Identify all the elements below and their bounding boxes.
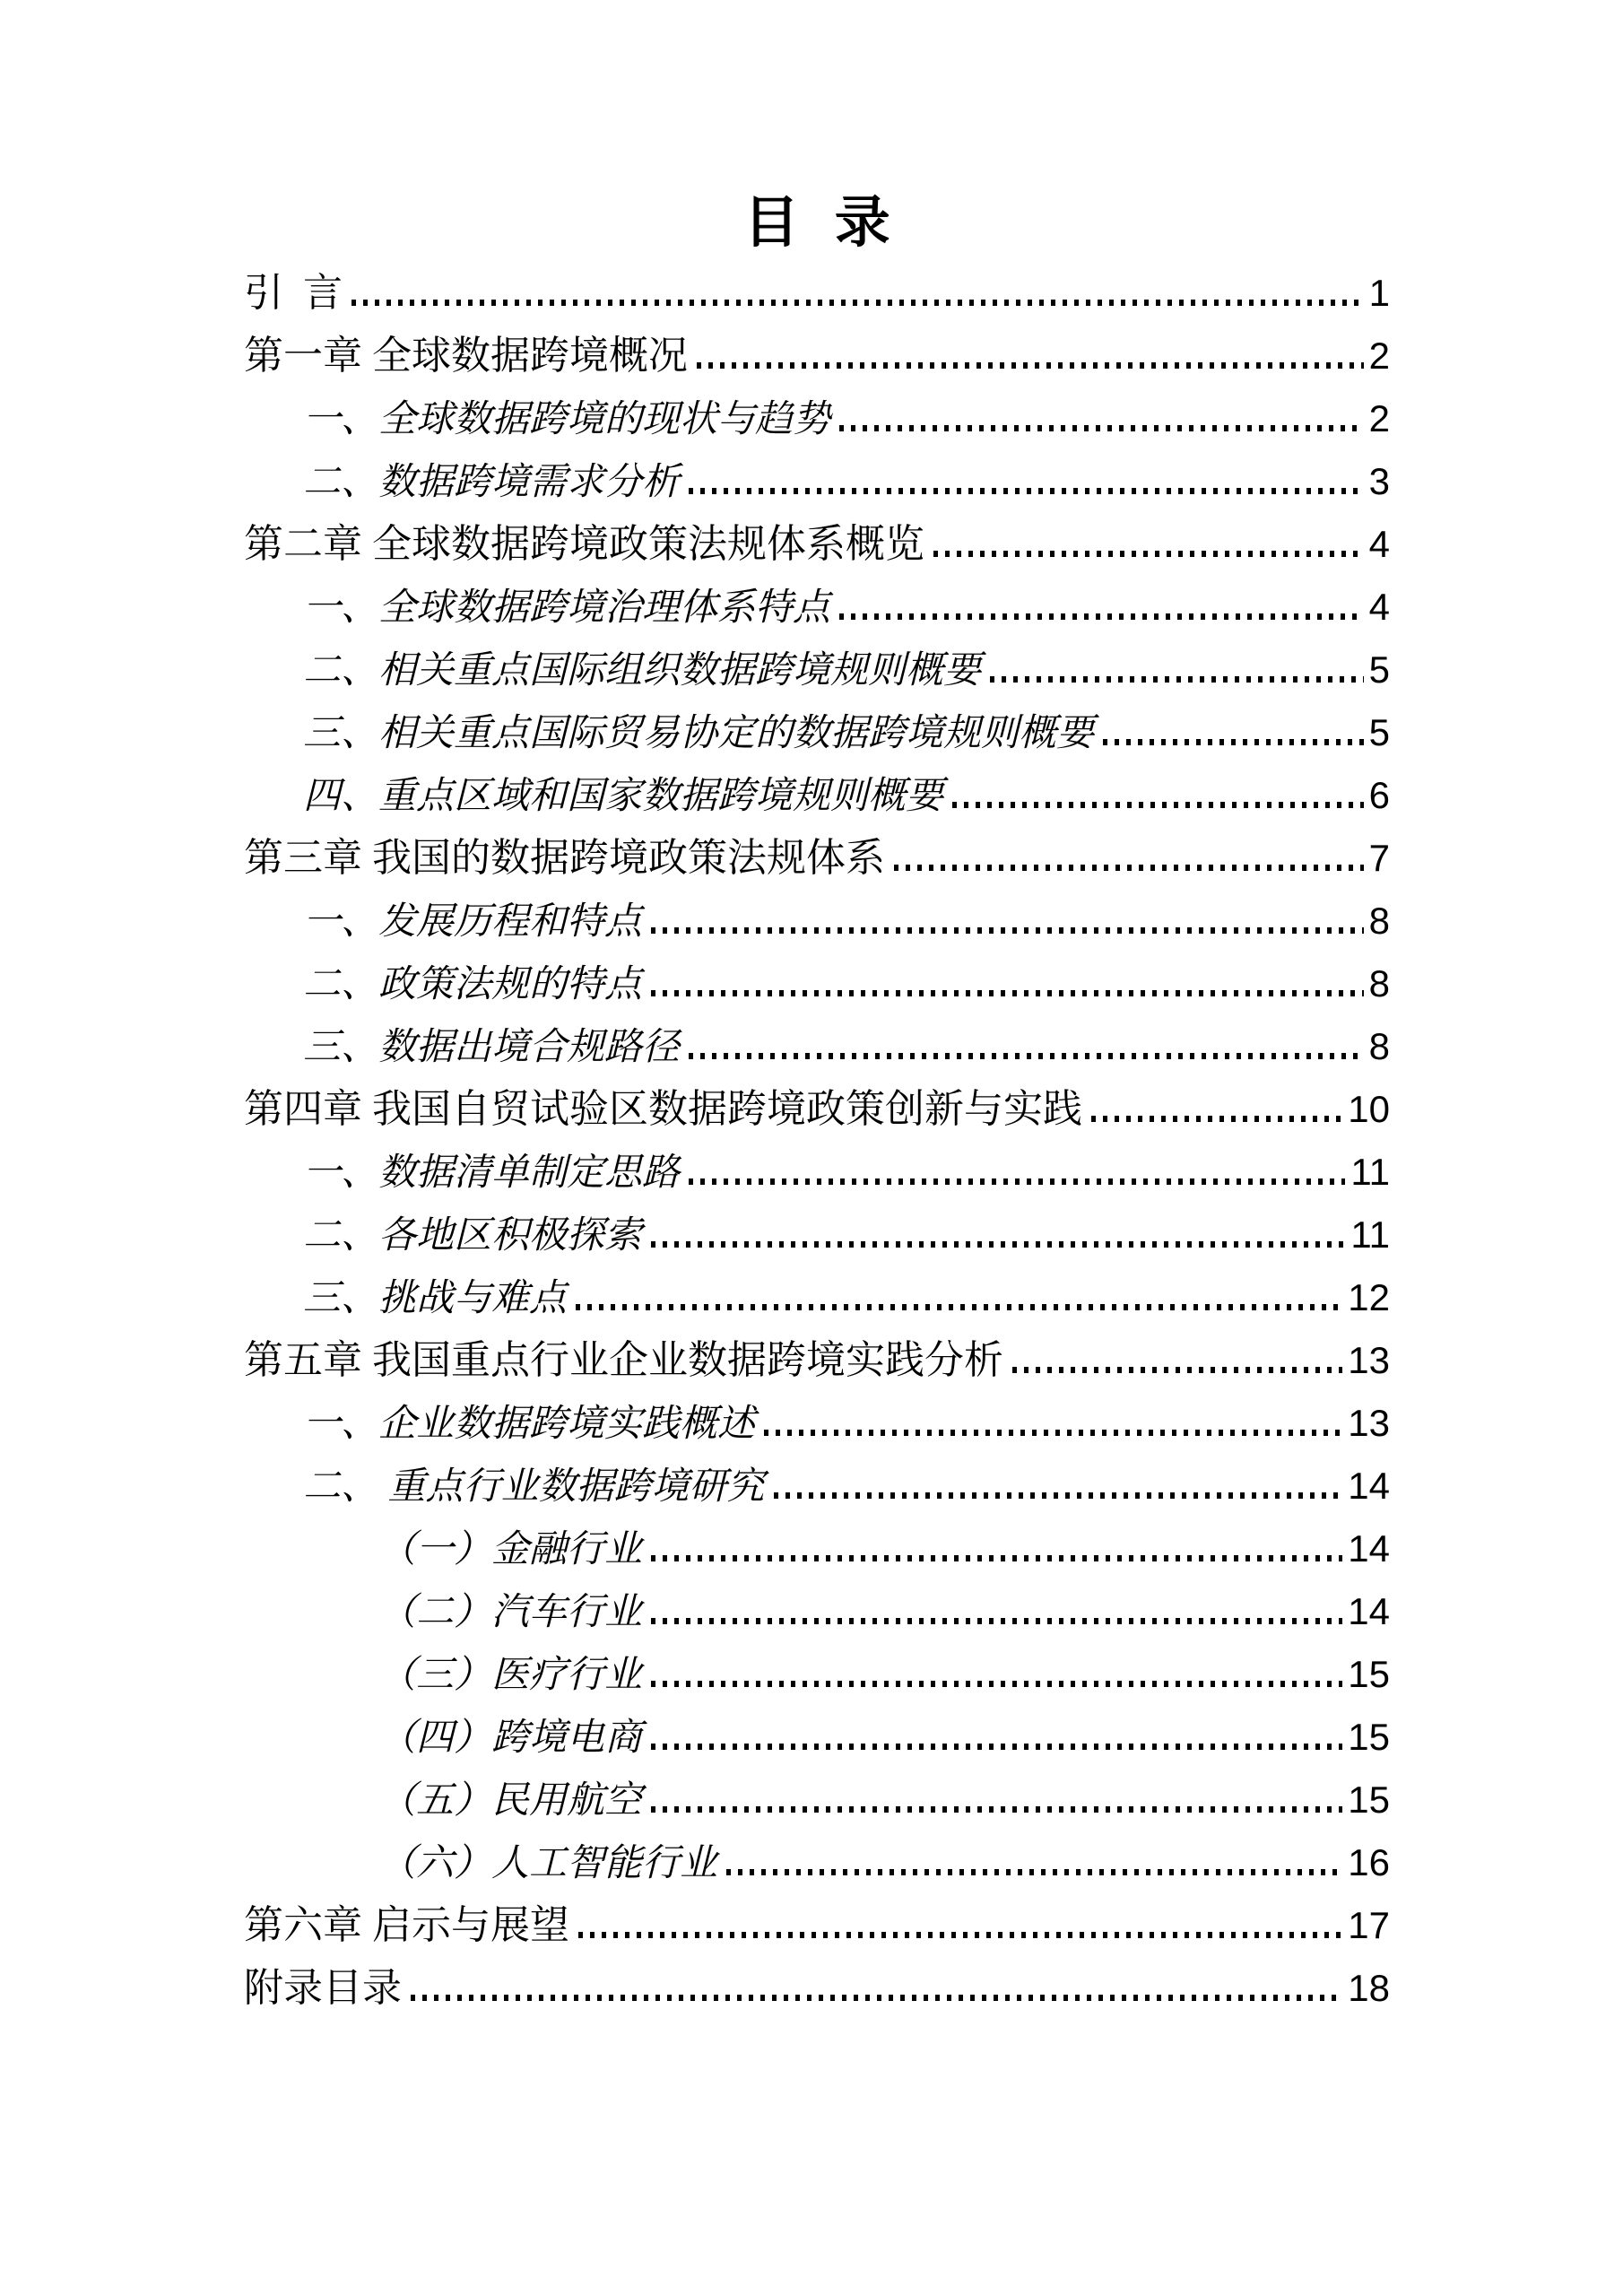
toc-entry-page: 4 (1368, 586, 1390, 628)
toc-entry-page: 14 (1348, 1465, 1390, 1507)
toc-entry-sub[interactable] (244, 890, 1390, 952)
toc-entry-label: 第六章 启示与展望 (244, 1903, 569, 1947)
toc-entry-page: 2 (1368, 335, 1390, 377)
toc-entry-sub[interactable] (244, 639, 1390, 701)
dot-leader (1091, 1116, 1342, 1122)
toc-entry-sub[interactable] (244, 1015, 1390, 1078)
toc-entry-page: 14 (1348, 1527, 1390, 1570)
toc-entry-chapter[interactable] (244, 1078, 1390, 1141)
toc-entry-subsub[interactable] (244, 1580, 1390, 1643)
toc-entry-sub[interactable] (244, 1141, 1390, 1204)
toc-entry-label: （五）民用航空 (378, 1780, 643, 1822)
toc-entry-label: 三、数据出境合规路径 (303, 1027, 681, 1068)
dot-leader (578, 1932, 1342, 1938)
toc-entry-chapter[interactable] (244, 1329, 1390, 1392)
toc-entry-label: 二、数据跨境需求分析 (303, 462, 681, 503)
toc-entry-subsub[interactable] (244, 1769, 1390, 1831)
dot-leader (689, 488, 1364, 494)
toc-entry-page: 11 (1350, 1151, 1390, 1193)
toc-entry-sub[interactable] (244, 1455, 1390, 1518)
dot-leader (952, 802, 1364, 808)
toc-entry-label: 三、挑战与难点 (303, 1278, 568, 1319)
toc-entry-label: 二、各地区积极探索 (303, 1215, 643, 1257)
toc-entry-label: （三）医疗行业 (378, 1655, 643, 1696)
toc-entry-sub[interactable] (244, 387, 1390, 450)
toc-entry-page: 18 (1348, 1967, 1390, 2009)
toc-entry-label: 一、数据清单制定思路 (303, 1152, 681, 1194)
toc-entry-page: 17 (1348, 1904, 1390, 1946)
toc-entry-page: 12 (1348, 1276, 1390, 1318)
toc-entry-label: 第二章 全球数据跨境政策法规体系概览 (244, 522, 924, 566)
dot-leader (651, 1555, 1342, 1561)
toc-entry-page: 2 (1368, 397, 1390, 439)
toc-entry-page: 10 (1348, 1088, 1390, 1130)
toc-entry-sub[interactable] (244, 1204, 1390, 1266)
toc-entry-label: 第四章 我国自贸试验区数据跨境政策创新与实践 (244, 1087, 1082, 1131)
dot-leader (764, 1430, 1342, 1436)
dot-leader (933, 551, 1364, 557)
toc-entry-sub[interactable] (244, 952, 1390, 1015)
toc-entry-label: 引 言 (244, 271, 343, 315)
toc-entry-label: 四、重点区域和国家数据跨境规则概要 (303, 776, 944, 817)
toc-entry-label: 二、政策法规的特点 (303, 964, 643, 1005)
dot-leader (651, 1681, 1342, 1687)
toc-entry-label: 一、全球数据跨境治理体系特点 (303, 587, 831, 629)
toc-entry-label: （一）金融行业 (378, 1529, 643, 1570)
dot-leader (1103, 739, 1364, 745)
toc-entry-label: 第一章 全球数据跨境概况 (244, 334, 688, 378)
toc-entry-subsub[interactable] (244, 1643, 1390, 1706)
toc-entry-page: 8 (1368, 1025, 1390, 1067)
toc-entry-page: 13 (1348, 1402, 1390, 1444)
toc-entry-page: 5 (1368, 648, 1390, 691)
toc-entry-page: 8 (1368, 962, 1390, 1004)
dot-leader (651, 1618, 1342, 1624)
dot-leader (576, 1304, 1342, 1310)
toc-entry-sub[interactable] (244, 1266, 1390, 1329)
dot-leader (689, 1053, 1364, 1059)
toc-entry-page: 7 (1368, 837, 1390, 879)
toc-entry-label: （六）人工智能行业 (378, 1843, 718, 1884)
toc-entry-label: 第三章 我国的数据跨境政策法规体系 (244, 836, 885, 880)
toc-entry-page: 13 (1348, 1339, 1390, 1381)
dot-leader (352, 300, 1364, 306)
toc-entry-page: 1 (1368, 272, 1390, 314)
toc-entry-label: 一、发展历程和特点 (303, 901, 643, 943)
dot-leader (990, 676, 1364, 683)
dot-leader (697, 362, 1364, 369)
dot-leader (774, 1492, 1343, 1499)
toc-entry-subsub[interactable] (244, 1706, 1390, 1769)
toc-entry-chapter[interactable] (244, 513, 1390, 576)
toc-entry-sub[interactable] (244, 764, 1390, 827)
toc-entry-label: （四）跨境电商 (378, 1718, 643, 1759)
toc-entry-page: 15 (1348, 1779, 1390, 1821)
dot-leader (651, 1744, 1342, 1750)
dot-leader (894, 865, 1364, 871)
toc-entry-sub[interactable] (244, 701, 1390, 764)
toc-entry-label: 二、 重点行业数据跨境研究 (303, 1466, 765, 1508)
toc-entry-sub[interactable] (244, 1392, 1390, 1455)
toc-entry-page: 4 (1368, 523, 1390, 565)
toc-entry-page: 11 (1350, 1213, 1390, 1256)
toc-entry-page: 14 (1348, 1590, 1390, 1632)
toc-entry-page: 16 (1348, 1841, 1390, 1883)
toc-entry-label: 一、全球数据跨境的现状与趋势 (303, 399, 831, 440)
toc-entry-chapter[interactable] (244, 262, 1390, 325)
toc-entry-label: 附录目录 (244, 1966, 402, 2010)
toc-entry-chapter[interactable] (244, 1894, 1390, 1957)
dot-leader (411, 1995, 1342, 2001)
toc-entry-label: 二、相关重点国际组织数据跨境规则概要 (303, 650, 982, 691)
toc-entry-subsub[interactable] (244, 1518, 1390, 1580)
toc-entry-page: 3 (1368, 460, 1390, 502)
dot-leader (839, 613, 1364, 620)
dot-leader (839, 425, 1364, 431)
toc-entry-sub[interactable] (244, 450, 1390, 513)
toc-entry-page: 15 (1348, 1716, 1390, 1758)
dot-leader (651, 927, 1364, 934)
toc-entry-sub[interactable] (244, 576, 1390, 639)
dot-leader (651, 1806, 1342, 1813)
dot-leader (651, 990, 1364, 996)
toc-entry-subsub[interactable] (244, 1831, 1390, 1894)
toc-entry-label: 三、相关重点国际贸易协定的数据跨境规则概要 (303, 713, 1095, 754)
toc-entry-chapter[interactable] (244, 827, 1390, 890)
toc-entry-page: 8 (1368, 900, 1390, 942)
dot-leader (689, 1178, 1345, 1185)
toc-list (244, 262, 1390, 2020)
toc-entry-chapter[interactable] (244, 1957, 1390, 2020)
toc-entry-label: 第五章 我国重点行业企业数据跨境实践分析 (244, 1338, 1003, 1382)
toc-entry-chapter[interactable] (244, 325, 1390, 387)
page-title: 目 录 (743, 193, 890, 254)
dot-leader (651, 1241, 1345, 1248)
toc-entry-label: （二）汽车行业 (378, 1592, 643, 1633)
toc-entry-page: 6 (1368, 774, 1390, 816)
dot-leader (1012, 1367, 1342, 1373)
toc-entry-page: 5 (1368, 711, 1390, 753)
dot-leader (726, 1869, 1342, 1875)
toc-entry-label: 一、企业数据跨境实践概述 (303, 1404, 756, 1445)
toc-entry-page: 15 (1348, 1653, 1390, 1695)
